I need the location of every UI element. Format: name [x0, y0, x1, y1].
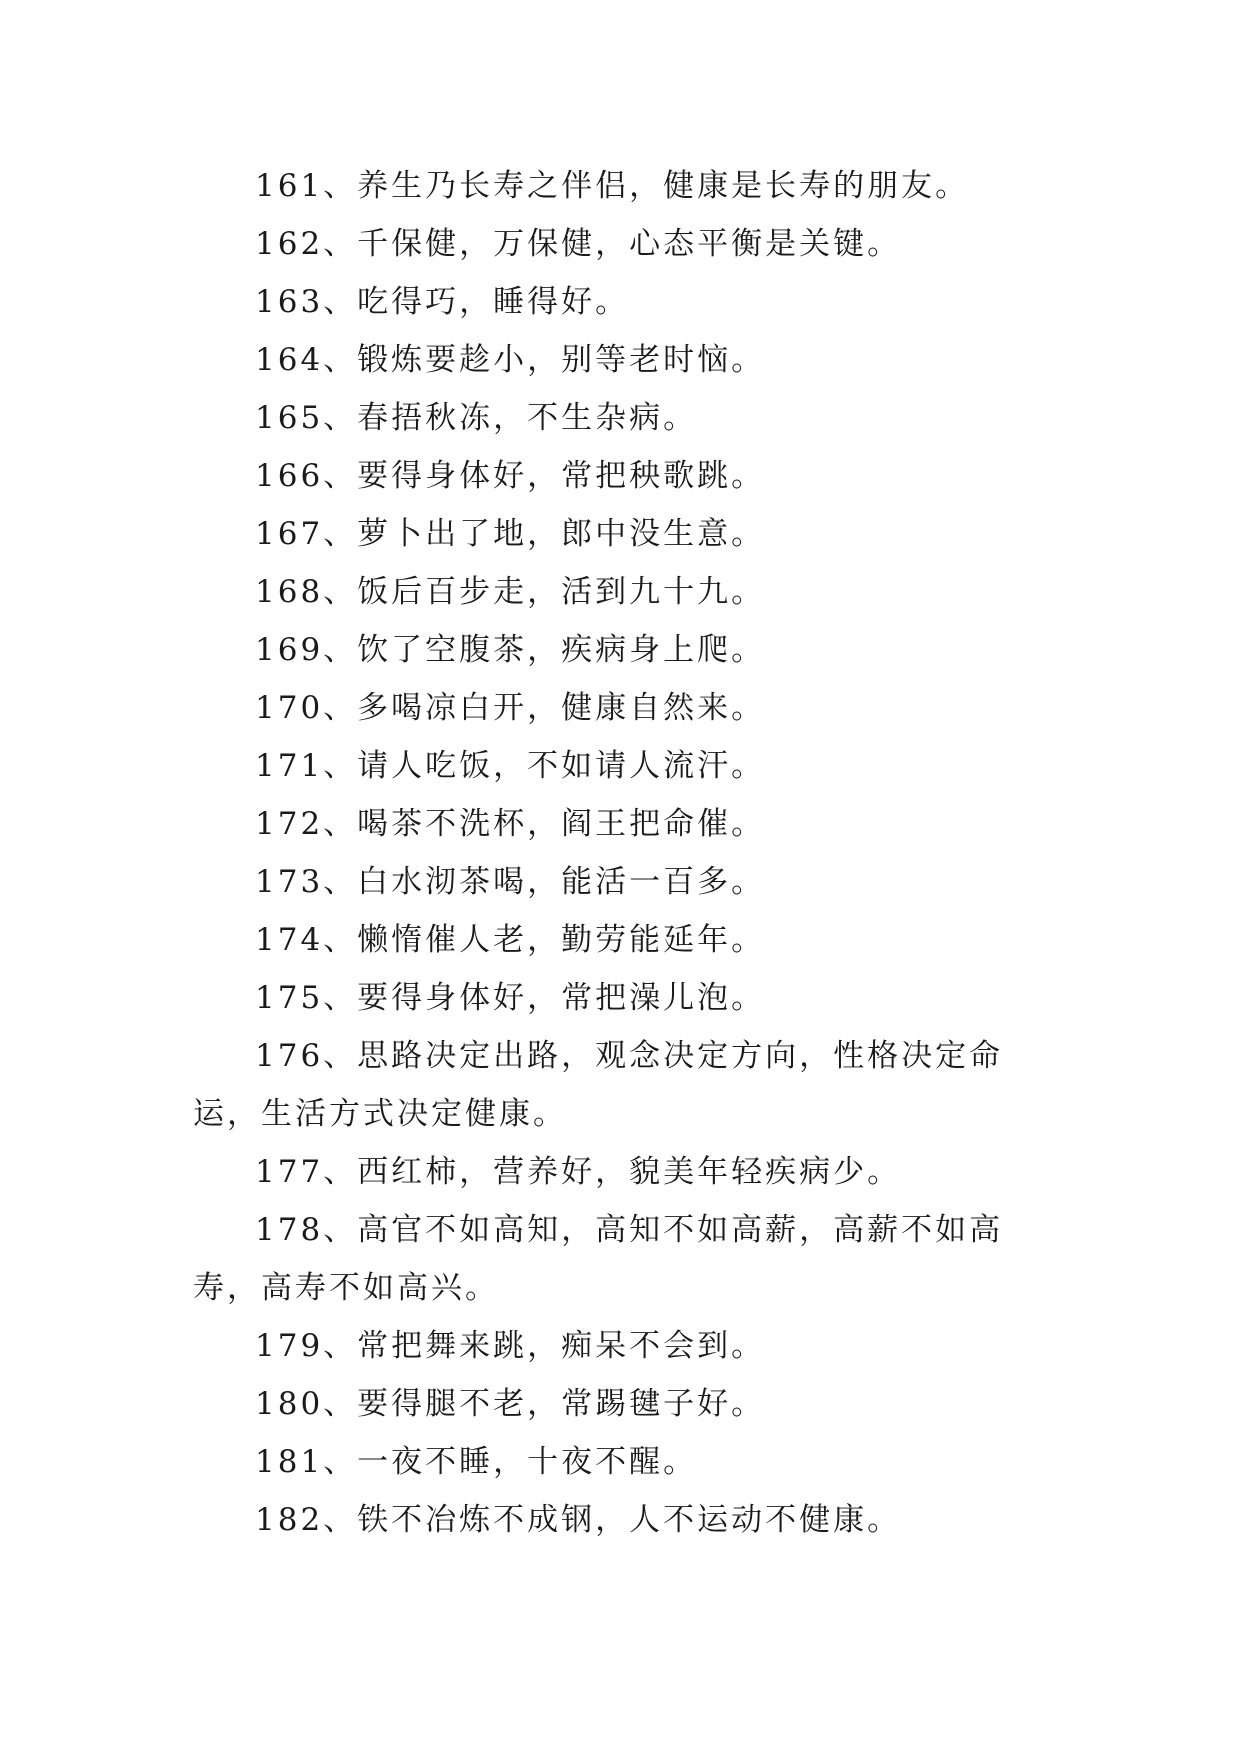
paragraph-180: 180、要得腿不老，常踢毽子好。: [255, 1386, 766, 1422]
paragraph-181: 181、一夜不睡，十夜不醒。: [255, 1444, 698, 1480]
paragraph-182: 182、铁不冶炼不成钢，人不运动不健康。: [255, 1502, 902, 1538]
paragraph-169: 169、饮了空腹茶，疾病身上爬。: [255, 632, 766, 668]
paragraph-168: 168、饭后百步走，活到九十九。: [255, 574, 766, 610]
paragraph-172: 172、喝茶不洗杯，阎王把命催。: [255, 806, 766, 842]
paragraph-163: 163、吃得巧，睡得好。: [255, 284, 630, 320]
paragraph-161: 161、养生乃长寿之伴侣，健康是长寿的朋友。: [255, 168, 970, 204]
paragraph-164: 164、锻炼要趁小，别等老时恼。: [255, 342, 766, 378]
paragraph-177: 177、西红柿，营养好，貌美年轻疾病少。: [255, 1154, 902, 1190]
paragraph-174: 174、懒惰催人老，勤劳能延年。: [255, 922, 766, 958]
paragraph-176: 176、思路决定出路，观念决定方向，性格决定命运，生活方式决定健康。: [193, 1038, 1004, 1132]
paragraph-166: 166、要得身体好，常把秧歌跳。: [255, 458, 766, 494]
paragraph-165: 165、春捂秋冻，不生杂病。: [255, 400, 698, 436]
paragraph-170: 170、多喝凉白开，健康自然来。: [255, 690, 766, 726]
paragraph-178: 178、高官不如高知，高知不如高薪，高薪不如高寿，高寿不如高兴。: [193, 1212, 1004, 1306]
document-body: [193, 157, 1053, 1549]
paragraph-167: 167、萝卜出了地，郎中没生意。: [255, 516, 766, 552]
paragraph-179: 179、常把舞来跳，痴呆不会到。: [255, 1328, 766, 1364]
paragraph-175: 175、要得身体好，常把澡儿泡。: [255, 980, 766, 1016]
paragraph-171: 171、请人吃饭，不如请人流汗。: [255, 748, 766, 784]
paragraph-173: 173、白水沏茶喝，能活一百多。: [255, 864, 766, 900]
paragraph-162: 162、千保健，万保健，心态平衡是关键。: [255, 226, 902, 262]
